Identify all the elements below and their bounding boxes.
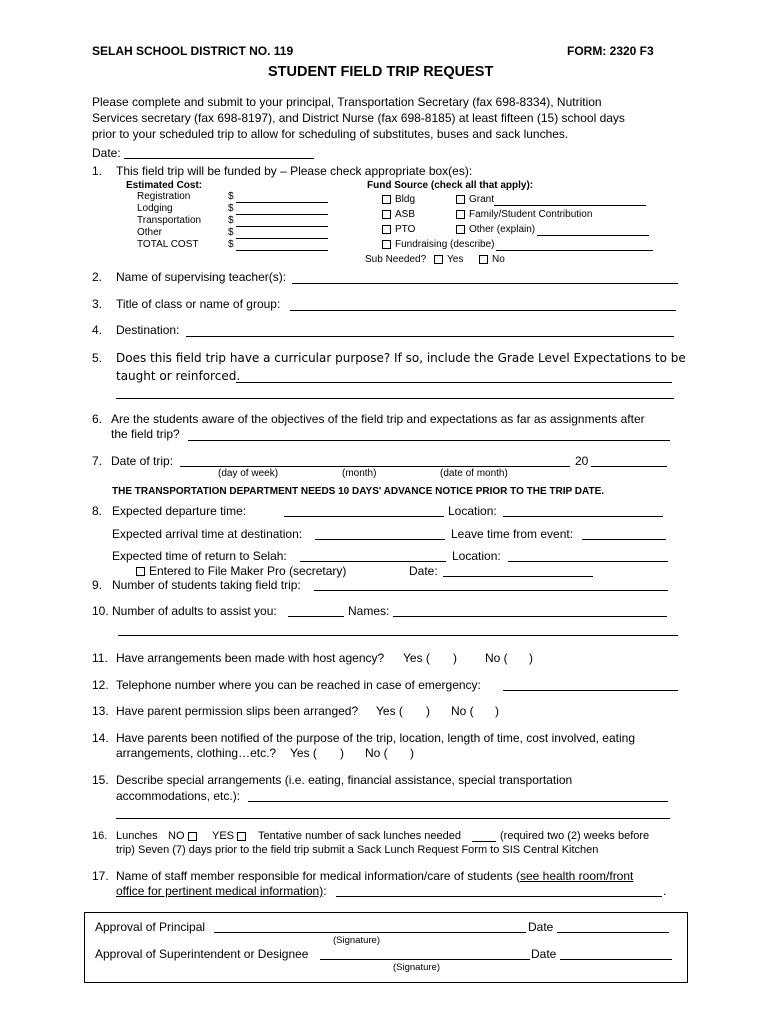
q14-yes-close: ) [340, 746, 344, 760]
trip-date-field[interactable] [180, 466, 570, 467]
intro-line-3: prior to your scheduled trip to allow for scheduling of substitutes, buses and sack lunches. [92, 127, 569, 141]
q13-number: 13. [92, 704, 109, 718]
q2-number: 2. [92, 270, 103, 284]
q14-no-close: ) [410, 746, 414, 760]
fund-grant[interactable] [456, 194, 494, 205]
cost-other: Other [137, 227, 163, 238]
checkbox-icon[interactable] [136, 567, 145, 576]
entered-date-field[interactable] [443, 576, 593, 577]
checkbox-icon[interactable] [188, 832, 197, 841]
q1-text: This field trip will be funded by – Please check appropriate box(es): [116, 164, 473, 178]
q11-text: Have arrangements been made with host agency? [116, 651, 385, 665]
q7-text: Date of trip: [111, 454, 174, 468]
q14-yes[interactable]: Yes ( [290, 746, 317, 760]
q13-no[interactable]: No ( [451, 704, 474, 718]
q14-number: 14. [92, 731, 109, 745]
checkbox-icon[interactable] [382, 225, 391, 234]
superintendent-date-field[interactable] [560, 959, 672, 960]
fund-other-label: Other (explain) [469, 224, 536, 235]
q15-line-1: Describe special arrangements (i.e. eating, financial assistance, special transportation [116, 773, 573, 787]
signature-caption: (Signature) [333, 935, 380, 946]
superintendent-label: Approval of Superintendent or Designee [95, 947, 309, 961]
leave-field[interactable] [582, 539, 666, 540]
return-field[interactable] [300, 561, 446, 562]
principal-label: Approval of Principal [95, 920, 206, 934]
transportation-notice: THE TRANSPORTATION DEPARTMENT NEEDS 10 DAYS' ADVANCE NOTICE PRIOR TO THE TRIP DATE. [112, 486, 605, 497]
departure-field[interactable] [284, 516, 444, 517]
q11-no-close: ) [529, 651, 533, 665]
q2-text: Name of supervising teacher(s): [116, 270, 287, 284]
q17-text: Name of staff member responsible for medical information/care of students ( [116, 869, 520, 883]
checkbox-icon[interactable] [456, 210, 465, 219]
principal-date-field[interactable] [557, 932, 669, 933]
q17-period: . [663, 884, 667, 898]
lunches-no-label: NO [168, 830, 185, 842]
q3-number: 3. [92, 297, 103, 311]
date-of-month-caption: (date of month) [440, 468, 508, 479]
signature-caption-2: (Signature) [393, 962, 440, 973]
arrangements-field[interactable] [248, 801, 668, 802]
leave-label: Leave time from event: [451, 527, 574, 541]
q14-line-1: Have parents been notified of the purpose of the trip, location, length of time, cost involved, eating [116, 731, 635, 745]
q17-colon: : [323, 884, 327, 898]
q6-line-1: Are the students aware of the objectives of the field trip and expectations as far as assignments after [111, 412, 645, 426]
lunches-yes[interactable] [212, 830, 250, 842]
return-label: Expected time of return to Selah: [112, 549, 287, 563]
district-name: SELAH SCHOOL DISTRICT NO. 119 [92, 44, 294, 58]
dollar-sign: $ [228, 191, 234, 202]
cost-lodging: Lodging [137, 203, 173, 214]
entered-date-label: Date: [409, 564, 438, 578]
q17-line-1 [116, 869, 633, 883]
required-label: (required two (2) weeks before [500, 830, 650, 842]
location2-field[interactable] [508, 561, 668, 562]
lunches-no[interactable] [168, 830, 201, 842]
date-field[interactable] [124, 158, 314, 159]
dollar-sign: $ [228, 239, 234, 250]
fund-bldg-label: Bldg [395, 194, 416, 205]
fund-family[interactable] [456, 209, 592, 220]
checkbox-icon[interactable] [237, 832, 246, 841]
fund-asb-label: ASB [395, 209, 416, 220]
checkbox-icon[interactable] [382, 210, 391, 219]
q8-number: 8. [92, 504, 103, 518]
students-field[interactable] [314, 590, 668, 591]
location2-label: Location: [452, 549, 501, 563]
other-cost-field[interactable] [236, 238, 328, 239]
estimated-cost-header: Estimated Cost: [126, 180, 203, 191]
destination-field[interactable] [186, 336, 674, 337]
q6-line-2: the field trip? [111, 427, 180, 441]
cost-transportation: Transportation [137, 215, 202, 226]
q10-number: 10. [92, 604, 109, 618]
curricular-field-2[interactable] [116, 398, 674, 399]
q5-number: 5. [92, 351, 103, 365]
q16-line-2: trip) Seven (7) days prior to the field trip submit a Sack Lunch Request Form to SIS Central Kitchen [116, 844, 599, 856]
q14-no[interactable]: No ( [365, 746, 388, 760]
entered-label: Entered to File Maker Pro (secretary) [149, 564, 347, 578]
form-title: STUDENT FIELD TRIP REQUEST [268, 64, 494, 80]
checkbox-icon[interactable] [456, 195, 465, 204]
fund-pto[interactable] [382, 224, 415, 235]
q15-line-2: accommodations, etc.): [116, 789, 241, 803]
fund-other[interactable] [456, 224, 535, 235]
intro-line-1: Please complete and submit to your principal, Transportation Secretary (fax 698-8334), Nutrition [92, 95, 602, 109]
cost-registration: Registration [137, 191, 191, 202]
class-field[interactable] [290, 310, 676, 311]
health-room-note-2: office for pertinent medical information) [116, 884, 324, 898]
q14-line-2: arrangements, clothing…etc.? [116, 746, 277, 760]
fund-family-label: Family/Student Contribution [469, 209, 593, 220]
lunches-yes-label: YES [212, 830, 235, 842]
q11-yes[interactable]: Yes ( [403, 651, 430, 665]
teacher-field[interactable] [292, 283, 678, 284]
principal-date-label: Date [528, 920, 554, 934]
q11-no[interactable]: No ( [485, 651, 508, 665]
names-field[interactable] [393, 616, 667, 617]
q10-text: Number of adults to assist you: [112, 604, 277, 618]
cost-total: TOTAL COST [137, 239, 199, 250]
fund-fundraising-label: Fundraising (describe) [395, 239, 495, 250]
q13-text: Have parent permission slips been arranged? [116, 704, 359, 718]
checkbox-icon[interactable] [456, 225, 465, 234]
year-field[interactable] [591, 466, 667, 467]
q16-number: 16. [92, 830, 108, 842]
fund-pto-label: PTO [395, 224, 416, 235]
dollar-sign: $ [228, 203, 234, 214]
superintendent-date-label: Date [531, 947, 557, 961]
arrangements-field-2[interactable] [116, 818, 670, 819]
sub-yes[interactable] [434, 254, 463, 265]
lodging-cost-field[interactable] [236, 214, 328, 215]
principal-signature-field[interactable] [214, 932, 526, 933]
fund-asb[interactable] [382, 209, 415, 220]
form-number: FORM: 2320 F3 [567, 44, 654, 58]
q17-line-2 [116, 884, 327, 898]
health-room-note: see health room/front [519, 869, 634, 883]
month-caption: (month) [342, 468, 377, 479]
phone-field[interactable] [503, 690, 678, 691]
q7-number: 7. [92, 454, 103, 468]
arrival-field[interactable] [315, 539, 445, 540]
date-label: Date: [92, 146, 121, 160]
q4-number: 4. [92, 323, 103, 337]
sub-yes-label: Yes [447, 254, 464, 265]
lunch-count-field[interactable] [472, 841, 496, 842]
q3-text: Title of class or name of group: [116, 297, 281, 311]
curricular-field[interactable] [236, 382, 672, 383]
fund-bldg[interactable] [382, 194, 415, 205]
q13-yes-close: ) [426, 704, 430, 718]
checkbox-icon[interactable] [434, 255, 443, 264]
q15-number: 15. [92, 773, 109, 787]
objectives-field[interactable] [188, 440, 670, 441]
q6-number: 6. [92, 412, 103, 426]
departure-label: Expected departure time: [112, 504, 247, 518]
q5-line-2: taught or reinforced. [116, 369, 241, 383]
registration-cost-field[interactable] [236, 202, 328, 203]
other-explain-field[interactable] [537, 235, 649, 236]
location-label: Location: [448, 504, 497, 518]
sub-needed-label: Sub Needed? [365, 254, 427, 265]
tentative-label: Tentative number of sack lunches needed [258, 830, 462, 842]
arrival-label: Expected arrival time at destination: [112, 527, 303, 541]
medical-staff-field[interactable] [336, 896, 662, 897]
grant-field[interactable] [494, 205, 646, 206]
day-of-week-caption: (day of week) [218, 468, 279, 479]
checkbox-icon[interactable] [382, 195, 391, 204]
fund-source-header: Fund Source (check all that apply): [367, 180, 534, 191]
sub-no[interactable] [479, 254, 505, 265]
entered-checkbox[interactable] [136, 564, 346, 578]
q11-number: 11. [92, 651, 108, 665]
checkbox-icon[interactable] [479, 255, 488, 264]
q1-number: 1. [92, 164, 103, 178]
q5-line-1: Does this field trip have a curricular purpose? If so, include the Grade Level Expectations to be [116, 351, 686, 365]
q9-number: 9. [92, 578, 103, 592]
year-prefix: 20 [575, 454, 589, 468]
intro-line-2: Services secretary (fax 698-8197), and District Nurse (fax 698-8185) at least fifteen (15) school days [92, 111, 625, 125]
location-field[interactable] [503, 516, 663, 517]
q4-text: Destination: [116, 323, 180, 337]
lunches-label: Lunches [116, 830, 158, 842]
sub-no-label: No [492, 254, 505, 265]
q17-number: 17. [92, 869, 109, 883]
q11-yes-close: ) [453, 651, 457, 665]
q13-no-close: ) [495, 704, 499, 718]
q9-text: Number of students taking field trip: [112, 578, 301, 592]
q12-text: Telephone number where you can be reached in case of emergency: [116, 678, 481, 692]
q12-number: 12. [92, 678, 109, 692]
adults-count-field[interactable] [288, 616, 344, 617]
fundraising-field[interactable] [496, 250, 653, 251]
dollar-sign: $ [228, 215, 234, 226]
fund-fundraising[interactable] [382, 239, 495, 250]
q13-yes[interactable]: Yes ( [376, 704, 403, 718]
fund-grant-label: Grant [469, 194, 495, 205]
names-field-2[interactable] [118, 635, 678, 636]
dollar-sign: $ [228, 227, 234, 238]
total-cost-field[interactable] [236, 250, 328, 251]
transportation-cost-field[interactable] [236, 226, 328, 227]
checkbox-icon[interactable] [382, 240, 391, 249]
names-label: Names: [348, 604, 390, 618]
superintendent-signature-field[interactable] [320, 959, 530, 960]
